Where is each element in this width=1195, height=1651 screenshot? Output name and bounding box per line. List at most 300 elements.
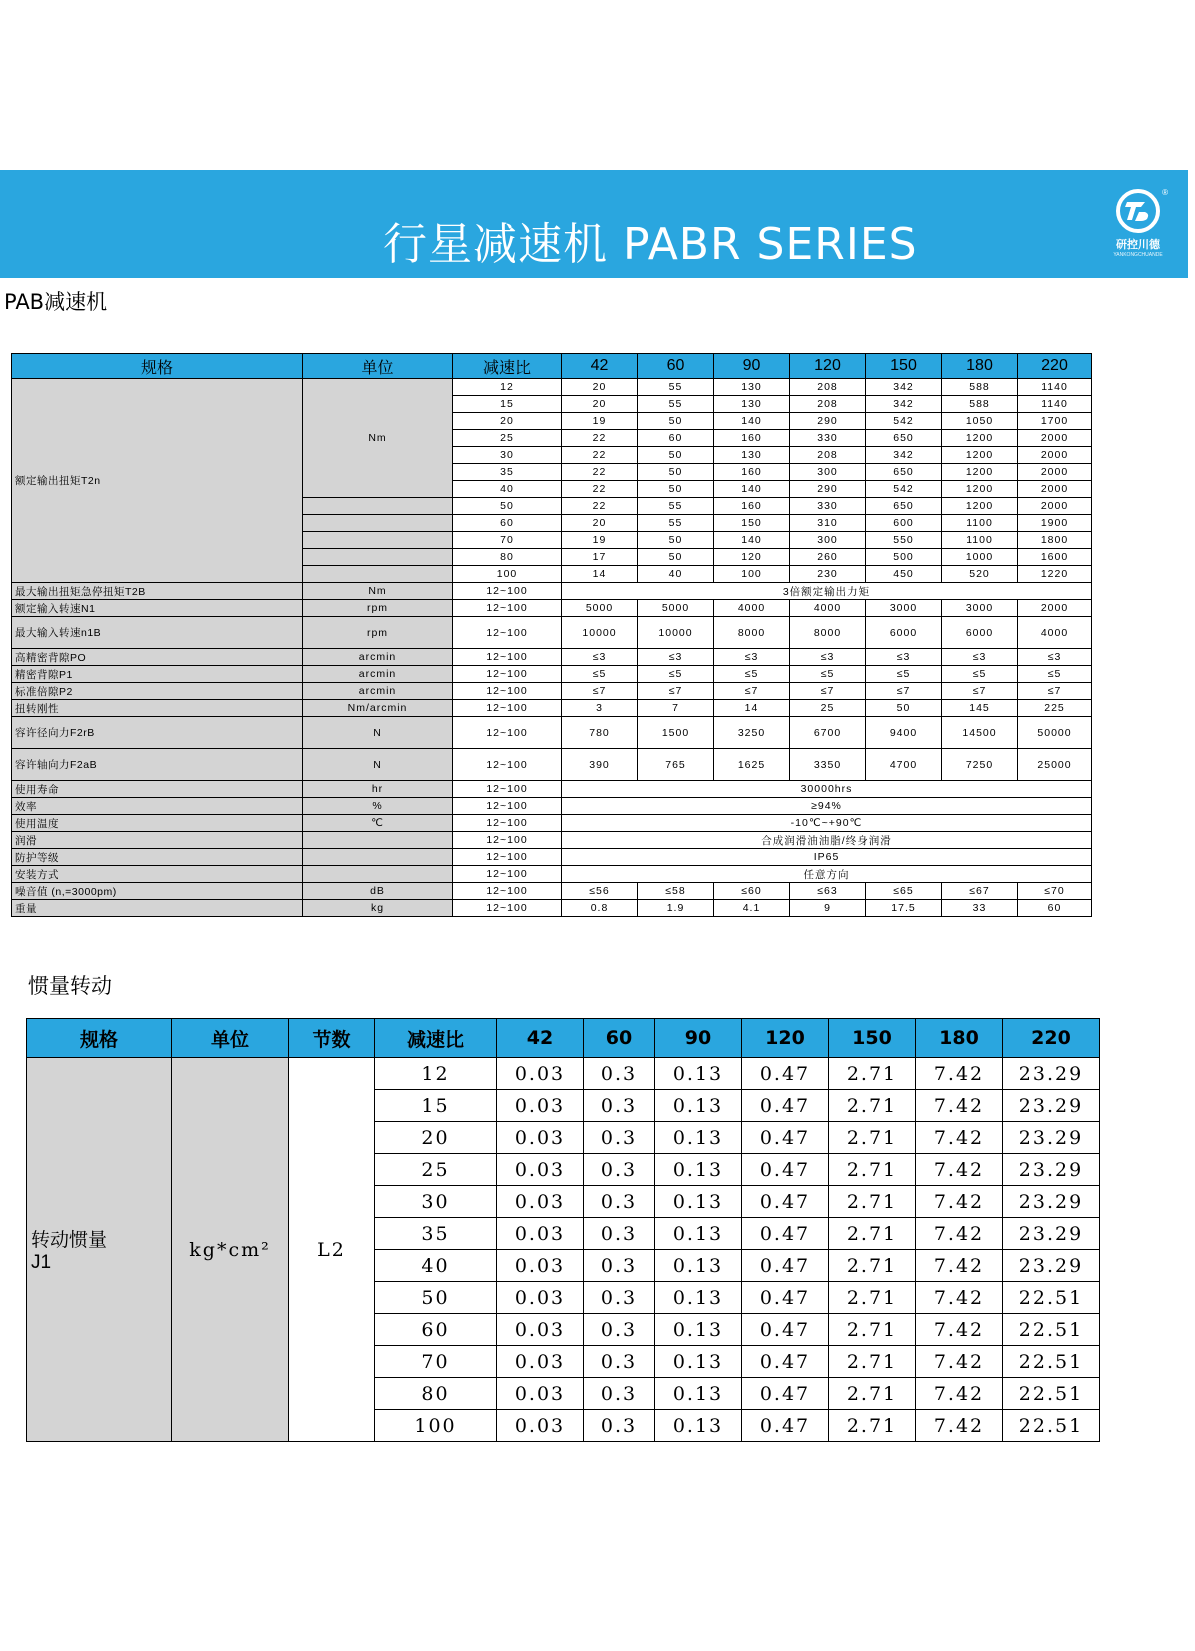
table-row (12, 866, 1092, 883)
value-cell: 0.03 (497, 1218, 584, 1250)
ratio-cell: 12~100 (453, 866, 562, 883)
value-cell: 160 (714, 430, 790, 447)
value-cell: 14 (562, 566, 638, 583)
value-cell: 0.3 (584, 1186, 655, 1218)
value-cell: 542 (866, 481, 942, 498)
value-cell: 150 (714, 515, 790, 532)
value-cell: 10000 (562, 617, 638, 649)
value-cell: 50 (866, 700, 942, 717)
inertia-table-header (27, 1019, 1100, 1058)
ratio-cell: 50 (453, 498, 562, 515)
value-cell: 19 (562, 413, 638, 430)
unit-cell: N (303, 749, 453, 781)
table-row (12, 883, 1092, 900)
value-cell: 50000 (1018, 717, 1092, 749)
column-header: 220 (1018, 354, 1092, 379)
ratio-cell: 12~100 (453, 617, 562, 649)
value-cell: 23.29 (1003, 1250, 1100, 1282)
value-cell: 5000 (638, 600, 714, 617)
value-cell: ≤67 (942, 883, 1018, 900)
page-title: 行星减速机 PABR SERIES (383, 219, 918, 270)
value-cell: 650 (866, 498, 942, 515)
value-cell: 14 (714, 700, 790, 717)
value-cell: 0.3 (584, 1218, 655, 1250)
column-header: 60 (584, 1019, 655, 1058)
column-header: 42 (497, 1019, 584, 1058)
value-cell: 0.3 (584, 1154, 655, 1186)
unit-cell: dB (303, 883, 453, 900)
value-cell: 23.29 (1003, 1218, 1100, 1250)
value-cell: 542 (866, 413, 942, 430)
value-cell: ≤5 (562, 666, 638, 683)
value-cell: 10000 (638, 617, 714, 649)
value-cell: 520 (942, 566, 1018, 583)
value-cell: 260 (790, 549, 866, 566)
value-cell: ≤7 (562, 683, 638, 700)
value-cell: 1800 (1018, 532, 1092, 549)
value-cell: 7 (638, 700, 714, 717)
ratio-cell: 80 (375, 1378, 497, 1410)
value-cell: 0.47 (742, 1058, 829, 1090)
value-cell: 25 (790, 700, 866, 717)
spec-label: 使用温度 (12, 815, 303, 832)
value-cell: 0.13 (655, 1282, 742, 1314)
value-cell: ≤7 (638, 683, 714, 700)
value-cell: ≤7 (790, 683, 866, 700)
unit-cell: ℃ (303, 815, 453, 832)
value-cell: 7.42 (916, 1090, 1003, 1122)
value-cell: 0.03 (497, 1314, 584, 1346)
value-cell: 230 (790, 566, 866, 583)
value-cell: 300 (790, 532, 866, 549)
value-cell: 7.42 (916, 1154, 1003, 1186)
value-cell: 50 (638, 413, 714, 430)
spec-label: 容许径向力F2rB (12, 717, 303, 749)
brand-logo-icon (1115, 188, 1161, 234)
column-header: 规格 (27, 1019, 172, 1058)
value-cell: ≤3 (562, 649, 638, 666)
ratio-cell: 12~100 (453, 781, 562, 798)
value-cell: ≤60 (714, 883, 790, 900)
value-cell: ≤56 (562, 883, 638, 900)
value-cell: 0.3 (584, 1410, 655, 1442)
value-cell: 7.42 (916, 1346, 1003, 1378)
spec-label: 润滑 (12, 832, 303, 849)
ratio-cell: 12~100 (453, 798, 562, 815)
spec-label: 精密背隙P1 (12, 666, 303, 683)
value-cell: 290 (790, 481, 866, 498)
value-cell: 3000 (942, 600, 1018, 617)
value-cell: 50 (638, 481, 714, 498)
value-cell: 0.47 (742, 1186, 829, 1218)
value-cell: 6700 (790, 717, 866, 749)
ratio-cell: 25 (453, 430, 562, 447)
value-cell: 0.13 (655, 1346, 742, 1378)
value-cell: 0.13 (655, 1314, 742, 1346)
value-cell: 19 (562, 532, 638, 549)
value-cell: 0.13 (655, 1378, 742, 1410)
value-cell: 2000 (1018, 447, 1092, 464)
value-cell: 20 (562, 396, 638, 413)
table-row (12, 617, 1092, 649)
table-row (12, 798, 1092, 815)
value-cell: 140 (714, 481, 790, 498)
value-cell: 1000 (942, 549, 1018, 566)
brand-name: 研控川德 (1116, 239, 1160, 251)
ratio-cell: 60 (453, 515, 562, 532)
value-cell: 0.3 (584, 1314, 655, 1346)
value-cell: 342 (866, 379, 942, 396)
ratio-cell: 12~100 (453, 649, 562, 666)
value-cell: 0.03 (497, 1282, 584, 1314)
value-cell: 1200 (942, 464, 1018, 481)
value-cell: 2.71 (829, 1250, 916, 1282)
merged-value-cell: 3倍额定输出力矩 (562, 583, 1092, 600)
value-cell: 55 (638, 498, 714, 515)
value-cell: 7.42 (916, 1282, 1003, 1314)
unit-cell (303, 532, 453, 549)
value-cell: 330 (790, 430, 866, 447)
value-cell: 5000 (562, 600, 638, 617)
value-cell: 2.71 (829, 1282, 916, 1314)
value-cell: 22.51 (1003, 1282, 1100, 1314)
value-cell: 2.71 (829, 1346, 916, 1378)
value-cell: 550 (866, 532, 942, 549)
value-cell: 7.42 (916, 1122, 1003, 1154)
stage-cell: L2 (289, 1058, 375, 1442)
value-cell: ≤63 (790, 883, 866, 900)
unit-cell (303, 866, 453, 883)
pab-spec-table (11, 353, 1092, 917)
value-cell: 7.42 (916, 1186, 1003, 1218)
value-cell: 7.42 (916, 1378, 1003, 1410)
value-cell: 0.47 (742, 1090, 829, 1122)
value-cell: 20 (562, 515, 638, 532)
value-cell: 0.47 (742, 1282, 829, 1314)
ratio-cell: 35 (375, 1218, 497, 1250)
value-cell: ≤5 (942, 666, 1018, 683)
value-cell: 6000 (942, 617, 1018, 649)
value-cell: 22.51 (1003, 1410, 1100, 1442)
value-cell: 9 (790, 900, 866, 917)
table-row (27, 1058, 1100, 1090)
table-row (12, 815, 1092, 832)
unit-cell (303, 549, 453, 566)
value-cell: ≤7 (714, 683, 790, 700)
value-cell: 342 (866, 396, 942, 413)
unit-cell: arcmin (303, 666, 453, 683)
inertia-label-line2: J1 (31, 1252, 52, 1273)
value-cell: 600 (866, 515, 942, 532)
ratio-cell: 40 (375, 1250, 497, 1282)
value-cell: 22 (562, 447, 638, 464)
column-header: 60 (638, 354, 714, 379)
value-cell: ≤3 (714, 649, 790, 666)
ratio-cell: 12~100 (453, 749, 562, 781)
value-cell: 450 (866, 566, 942, 583)
value-cell: ≤5 (638, 666, 714, 683)
table-row (12, 900, 1092, 917)
value-cell: 55 (638, 396, 714, 413)
value-cell: 2.71 (829, 1314, 916, 1346)
value-cell: 40 (638, 566, 714, 583)
table-row (12, 832, 1092, 849)
value-cell: 60 (638, 430, 714, 447)
table-row (12, 600, 1092, 617)
value-cell: 0.13 (655, 1154, 742, 1186)
section-title-inertia: 惯量转动 (28, 974, 112, 998)
value-cell: 1220 (1018, 566, 1092, 583)
value-cell: 0.3 (584, 1378, 655, 1410)
table-row (12, 749, 1092, 781)
value-cell: ≤3 (790, 649, 866, 666)
value-cell: 300 (790, 464, 866, 481)
table-row (12, 649, 1092, 666)
ratio-cell: 12 (453, 379, 562, 396)
value-cell: 1100 (942, 532, 1018, 549)
spec-label: 最大输出扭矩急停扭矩T2B (12, 583, 303, 600)
spec-label: 重量 (12, 900, 303, 917)
unit-cell: Nm/arcmin (303, 700, 453, 717)
value-cell: ≤58 (638, 883, 714, 900)
ratio-cell: 100 (375, 1410, 497, 1442)
value-cell: 588 (942, 396, 1018, 413)
value-cell: 0.47 (742, 1410, 829, 1442)
value-cell: 0.13 (655, 1218, 742, 1250)
value-cell: 500 (866, 549, 942, 566)
section-title-pab: PAB减速机 (4, 290, 108, 314)
value-cell: 310 (790, 515, 866, 532)
spec-label: 额定输入转速N1 (12, 600, 303, 617)
table-row (12, 700, 1092, 717)
inertia-label (27, 1058, 172, 1442)
value-cell: 0.03 (497, 1410, 584, 1442)
value-cell: 22.51 (1003, 1314, 1100, 1346)
value-cell: 4000 (714, 600, 790, 617)
unit-cell: Nm (303, 379, 453, 498)
value-cell: ≤3 (638, 649, 714, 666)
value-cell: 22 (562, 481, 638, 498)
value-cell: ≤3 (866, 649, 942, 666)
header-banner (0, 170, 1188, 278)
value-cell: 1900 (1018, 515, 1092, 532)
value-cell: ≤3 (1018, 649, 1092, 666)
value-cell: 100 (714, 566, 790, 583)
value-cell: 60 (1018, 900, 1092, 917)
value-cell: 208 (790, 379, 866, 396)
value-cell: 22 (562, 498, 638, 515)
ratio-cell: 35 (453, 464, 562, 481)
value-cell: 0.03 (497, 1186, 584, 1218)
column-header: 单位 (303, 354, 453, 379)
value-cell: 2.71 (829, 1410, 916, 1442)
value-cell: 130 (714, 396, 790, 413)
value-cell: 0.47 (742, 1250, 829, 1282)
unit-cell: kg*cm² (172, 1058, 289, 1442)
value-cell: ≤70 (1018, 883, 1092, 900)
value-cell: 0.3 (584, 1090, 655, 1122)
table-row (12, 683, 1092, 700)
value-cell: 7.42 (916, 1410, 1003, 1442)
value-cell: 0.8 (562, 900, 638, 917)
ratio-cell: 12 (375, 1058, 497, 1090)
value-cell: 208 (790, 447, 866, 464)
ratio-cell: 12~100 (453, 883, 562, 900)
unit-cell: rpm (303, 600, 453, 617)
ratio-cell: 12~100 (453, 600, 562, 617)
table-row (12, 379, 1092, 396)
value-cell: 0.03 (497, 1346, 584, 1378)
value-cell: 0.03 (497, 1378, 584, 1410)
value-cell: 3350 (790, 749, 866, 781)
table-row (12, 717, 1092, 749)
value-cell: 342 (866, 447, 942, 464)
unit-cell: arcmin (303, 683, 453, 700)
value-cell: 0.03 (497, 1154, 584, 1186)
ratio-cell: 12~100 (453, 666, 562, 683)
unit-cell: Nm (303, 583, 453, 600)
value-cell: ≤7 (1018, 683, 1092, 700)
table-row (12, 666, 1092, 683)
value-cell: 1200 (942, 498, 1018, 515)
value-cell: 0.47 (742, 1218, 829, 1250)
unit-cell: % (303, 798, 453, 815)
value-cell: 23.29 (1003, 1122, 1100, 1154)
value-cell: ≤5 (1018, 666, 1092, 683)
value-cell: 2.71 (829, 1058, 916, 1090)
value-cell: 22 (562, 464, 638, 481)
unit-cell: N (303, 717, 453, 749)
column-header: 120 (742, 1019, 829, 1058)
unit-cell (303, 566, 453, 583)
value-cell: 2.71 (829, 1122, 916, 1154)
value-cell: ≤7 (866, 683, 942, 700)
ratio-cell: 80 (453, 549, 562, 566)
merged-value-cell: -10℃~+90℃ (562, 815, 1092, 832)
value-cell: 0.13 (655, 1090, 742, 1122)
value-cell: ≤5 (790, 666, 866, 683)
value-cell: 1625 (714, 749, 790, 781)
ratio-cell: 25 (375, 1154, 497, 1186)
value-cell: 0.3 (584, 1122, 655, 1154)
column-header: 42 (562, 354, 638, 379)
table-row (12, 781, 1092, 798)
value-cell: 0.47 (742, 1378, 829, 1410)
ratio-cell: 40 (453, 481, 562, 498)
value-cell: 22.51 (1003, 1378, 1100, 1410)
ratio-cell: 50 (375, 1282, 497, 1314)
value-cell: 8000 (714, 617, 790, 649)
value-cell: 0.13 (655, 1122, 742, 1154)
value-cell: 140 (714, 532, 790, 549)
value-cell: 1050 (942, 413, 1018, 430)
value-cell: ≤3 (942, 649, 1018, 666)
column-header: 规格 (12, 354, 303, 379)
value-cell: 7.42 (916, 1218, 1003, 1250)
spec-label: 标准倍隙P2 (12, 683, 303, 700)
value-cell: 9400 (866, 717, 942, 749)
value-cell: 1500 (638, 717, 714, 749)
spec-label: 扭转刚性 (12, 700, 303, 717)
spec-label: 高精密背隙PO (12, 649, 303, 666)
value-cell: 4000 (1018, 617, 1092, 649)
value-cell: 33 (942, 900, 1018, 917)
ratio-cell: 15 (375, 1090, 497, 1122)
inertia-label-line1: 转动惯量 (31, 1229, 108, 1251)
ratio-cell: 60 (375, 1314, 497, 1346)
unit-cell: hr (303, 781, 453, 798)
value-cell: 0.13 (655, 1058, 742, 1090)
ratio-cell: 12~100 (453, 583, 562, 600)
value-cell: 140 (714, 413, 790, 430)
value-cell: 3250 (714, 717, 790, 749)
value-cell: 17 (562, 549, 638, 566)
value-cell: 50 (638, 549, 714, 566)
value-cell: 20 (562, 379, 638, 396)
value-cell: 0.47 (742, 1314, 829, 1346)
value-cell: 22 (562, 430, 638, 447)
ratio-cell: 70 (453, 532, 562, 549)
merged-value-cell: 30000hrs (562, 781, 1092, 798)
value-cell: 1200 (942, 481, 1018, 498)
value-cell: 0.13 (655, 1250, 742, 1282)
ratio-cell: 12~100 (453, 849, 562, 866)
value-cell: 765 (638, 749, 714, 781)
column-header: 90 (714, 354, 790, 379)
value-cell: 780 (562, 717, 638, 749)
spec-label: 防护等级 (12, 849, 303, 866)
value-cell: 1100 (942, 515, 1018, 532)
value-cell: 145 (942, 700, 1018, 717)
value-cell: ≤65 (866, 883, 942, 900)
table-row (12, 849, 1092, 866)
ratio-cell: 20 (375, 1122, 497, 1154)
ratio-cell: 30 (375, 1186, 497, 1218)
value-cell: 2.71 (829, 1186, 916, 1218)
value-cell: 23.29 (1003, 1058, 1100, 1090)
ratio-cell: 12~100 (453, 700, 562, 717)
value-cell: 2000 (1018, 481, 1092, 498)
merged-value-cell: 任意方向 (562, 866, 1092, 883)
value-cell: 0.3 (584, 1282, 655, 1314)
value-cell: 1140 (1018, 379, 1092, 396)
spec-label: 额定输出扭矩T2n (12, 379, 303, 583)
ratio-cell: 12~100 (453, 900, 562, 917)
value-cell: 1200 (942, 447, 1018, 464)
column-header: 单位 (172, 1019, 289, 1058)
value-cell: 2.71 (829, 1218, 916, 1250)
value-cell: ≤7 (942, 683, 1018, 700)
value-cell: 14500 (942, 717, 1018, 749)
value-cell: 7.42 (916, 1314, 1003, 1346)
value-cell: 130 (714, 379, 790, 396)
value-cell: 208 (790, 396, 866, 413)
value-cell: 1600 (1018, 549, 1092, 566)
value-cell: 55 (638, 379, 714, 396)
value-cell: 2000 (1018, 430, 1092, 447)
value-cell: 25000 (1018, 749, 1092, 781)
spec-label: 噪音值 (n,=3000pm) (12, 883, 303, 900)
brand-logo: ® 研控川德 YANKONGCHUANDE (1110, 188, 1166, 260)
value-cell: 0.13 (655, 1186, 742, 1218)
value-cell: 22.51 (1003, 1346, 1100, 1378)
unit-cell: kg (303, 900, 453, 917)
pab-table-header (12, 354, 1092, 379)
value-cell: 225 (1018, 700, 1092, 717)
value-cell: 130 (714, 447, 790, 464)
value-cell: 8000 (790, 617, 866, 649)
value-cell: 50 (638, 464, 714, 481)
